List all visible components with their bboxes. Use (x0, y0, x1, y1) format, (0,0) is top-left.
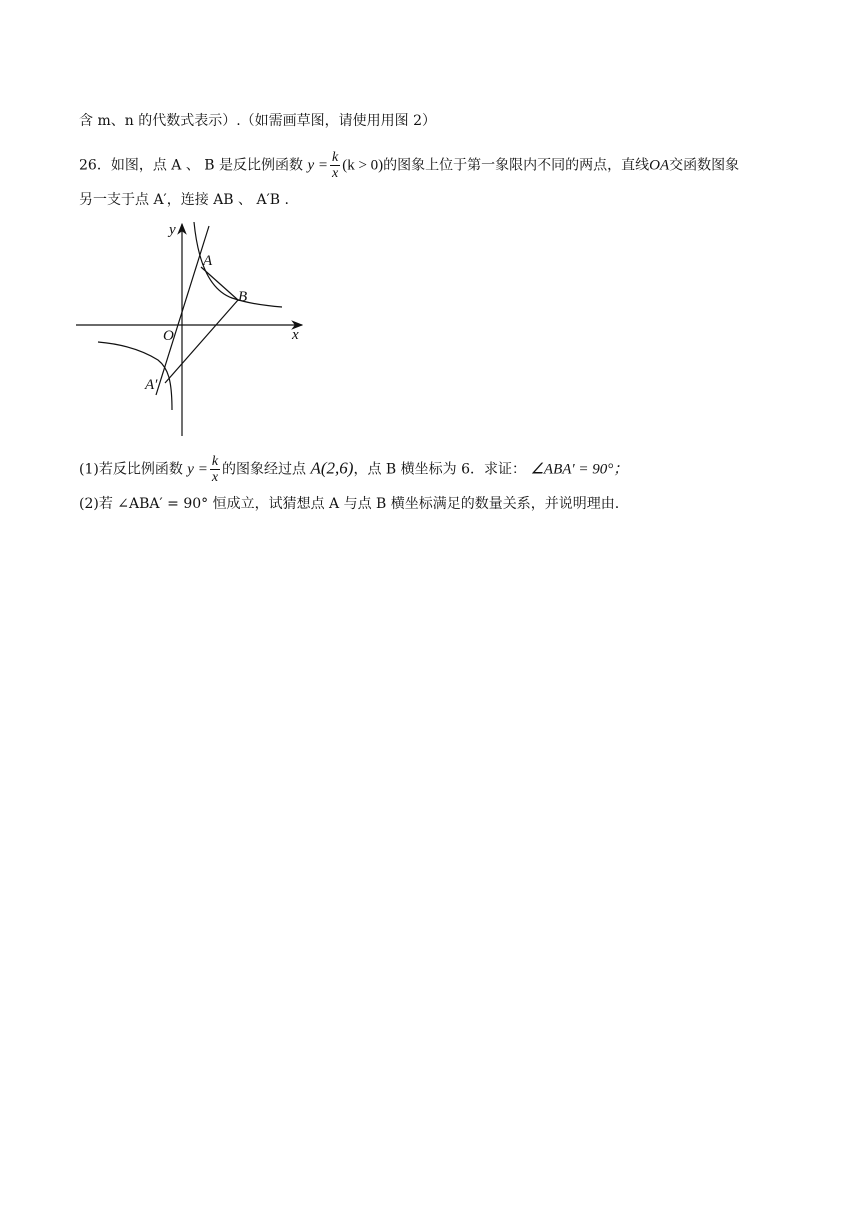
label-x: x (292, 327, 299, 343)
p1-middle: 的图象经过点 (222, 461, 307, 478)
y-equals: y = (307, 157, 328, 174)
part-2-line (79, 494, 619, 514)
p1-end: ，点 B 横坐标为 6．求证： (353, 461, 527, 478)
p1-intro: (1)若反比例函数 (79, 461, 183, 478)
fraction-k-over-x: $\frac{k}{x}$ (332, 150, 339, 181)
q26-middle: 的图象上位于第一象限内不同的两点，直线 (383, 157, 650, 174)
label-y: y (169, 222, 176, 238)
label-origin: O (163, 328, 174, 344)
point-A-coords: A(2,6) (310, 458, 354, 478)
question-26-line1 (79, 150, 739, 181)
text-line-prev (79, 111, 436, 131)
part-1-line (79, 454, 628, 485)
k-condition: (k > 0) (342, 157, 384, 174)
label-point-B: B (238, 289, 248, 305)
hyperbola-branch-third-quadrant (98, 342, 172, 410)
question-26-line2 (79, 190, 289, 210)
p1-y-equals: y = (187, 461, 208, 478)
segment-AB (201, 267, 238, 300)
label-point-A: A (203, 253, 213, 269)
angle-statement: ∠ABA′ = 90°； (530, 461, 629, 478)
q26-line2-text: 另一支于点 A′，连接 AB 、 A′B . (79, 192, 289, 208)
label-point-A-prime: A′ (145, 377, 158, 393)
q26-intro: 26．如图，点 A 、 B 是反比例函数 (79, 157, 304, 174)
hyperbola-figure (72, 218, 308, 440)
q26-end: 交函数图象 (669, 157, 740, 174)
line-OA: OA (649, 157, 670, 174)
p1-fraction-k-over-x: $\frac{k}{x}$ (211, 454, 219, 485)
prev-question-tail: 含 m、n 的代数式表示）.（如需画草图，请使用用图 2） (79, 113, 436, 129)
p2-text: (2)若 ∠ABA′ = 90° 恒成立，试猜想点 A 与点 B 横坐标满足的数量关系，并说明理由. (79, 496, 620, 512)
segment-A-prime-B (165, 300, 238, 383)
